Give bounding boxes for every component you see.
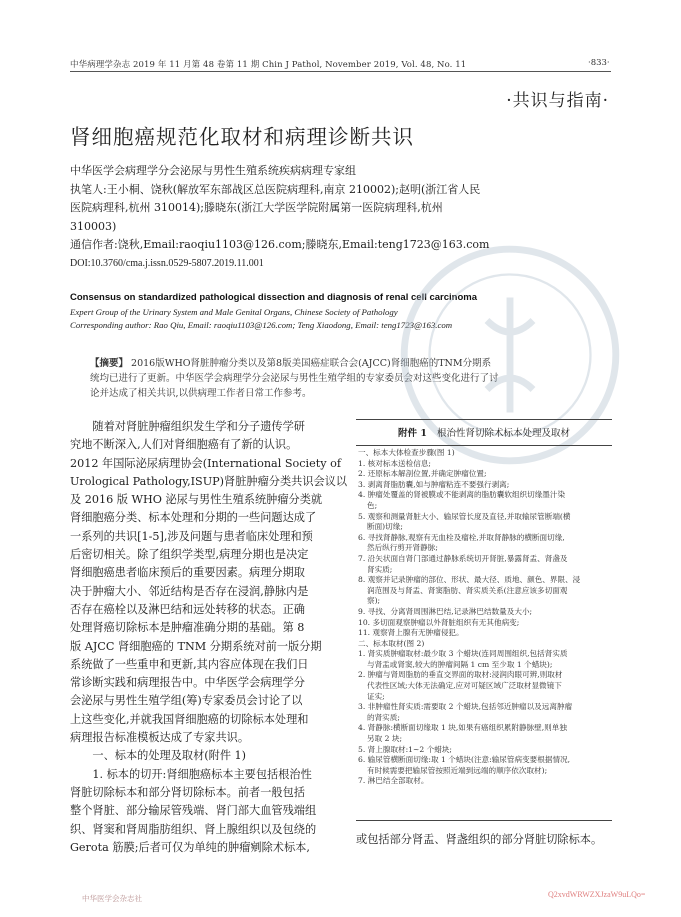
appendix-line: 7. 淋巴结全部取材。 xyxy=(358,776,429,786)
appendix-line: 6. 输尿管横断面切缘:取 1 个蜡块(注意:输尿管病变要根据情况, xyxy=(358,755,571,765)
appendix-line: 与肾盂或肾窦,较大的肿瘤间隔 1 cm 至少取 1 个蜡块); xyxy=(367,659,553,669)
subsection-heading: 一、标本的处理及取材(附件 1) xyxy=(92,749,247,763)
appendix-body xyxy=(356,448,612,787)
english-title: Consensus on standardized pathological dissection and diagnosis of renal cell carcinoma xyxy=(70,292,478,303)
page-number: ·833· xyxy=(588,58,610,68)
running-head: 中华病理学杂志 2019 年 11 月第 48 卷第 11 期 Chin J Pathol, November 2019, Vol. 48, No. 11 xyxy=(70,60,467,70)
appendix-line: 5. 肾上腺取材:1~2 个蜡块; xyxy=(358,744,452,754)
body-left-column xyxy=(70,418,348,857)
appendix-line: 察); xyxy=(367,596,381,606)
header-rule xyxy=(70,71,611,72)
author-block xyxy=(70,162,611,273)
abstract-line: 统均已进行了更新。中华医学会病理学分会泌尿与男性生殖学组的专家委员会对这些变化进行了讨 xyxy=(90,373,499,384)
paragraph-line: 整个肾脏、部分输尿管残端、肾门部大血管残端组 xyxy=(70,804,317,818)
publisher-logo: 中华医学会杂志社 xyxy=(82,894,142,903)
appendix-line: 8. 观察并记录肿瘤的部位、形状、最大径、质地、颜色、界限、浸 xyxy=(358,575,581,585)
appendix-line: 断面)切缘; xyxy=(367,522,403,532)
paragraph-line: 决于肿瘤大小、邻近结构是否存在浸润,静脉内是 xyxy=(70,584,309,598)
appendix-line: 证实; xyxy=(367,691,385,701)
english-group: Expert Group of the Urinary System and Male Genital Organs, Chinese Society of Pathology xyxy=(70,307,398,317)
appendix-line: 有时候需要把输尿管按照近端到远端的顺序依次取材); xyxy=(367,765,548,775)
english-corresponding: Corresponding author: Rao Qiu, Email: raoqiu1103@126.com; Teng Xiaodong, Email: teng1723@163.com xyxy=(70,320,453,330)
paragraph-line: 否存在癌栓以及淋巴结和远处转移的状态。正确 xyxy=(70,602,305,616)
paragraph-line: 织、肾窦和肾周脂肪组织、肾上腺组织以及包绕的 xyxy=(70,822,317,836)
appendix-line: 7. 沿矢状面自肾门部通过静脉系统切开肾脏,暴露肾盂、肾盏及 xyxy=(358,553,568,563)
abstract xyxy=(90,356,612,401)
abstract-label: 【摘要】 xyxy=(90,358,129,369)
appendix-line: 肾实质; xyxy=(367,564,393,574)
appendix-line: 的肾实质; xyxy=(367,712,400,722)
appendix-line: 10. 多切面观察肿瘤以外肾脏组织有无其他病变; xyxy=(358,617,520,627)
paragraph-line: Urological Pathology,ISUP)肾脏肿瘤分类共识会议以 xyxy=(70,474,348,488)
appendix-title-rule xyxy=(356,445,612,446)
paragraph-line: 常诊断实践和病理报告中。中华医学会病理学分 xyxy=(70,676,305,690)
article-title: 肾细胞癌规范化取材和病理诊断共识 xyxy=(70,125,414,149)
paragraph-line: 及 2016 版 WHO 泌尿与男性生殖系统肿瘤分类就 xyxy=(70,493,323,507)
appendix-line: 2. 还原标本解剖位置,并确定肿瘤位置; xyxy=(358,469,487,479)
appendix-line: 润范围及与肾盂、肾窦脂肪、肾实质关系(注意应该多切面观 xyxy=(367,585,568,595)
appendix-line: 二、标本取材(图 2) xyxy=(358,638,425,648)
appendix-line: 另取 2 块; xyxy=(367,734,402,744)
appendix-line: 色; xyxy=(367,500,378,510)
footer-code: Q2xvdWRWZXJzaW9uLQo= xyxy=(548,890,646,899)
appendix-line: 4. 肾静脉:横断面切缘取 1 块,如果有癌组织累附静脉壁,则单独 xyxy=(358,723,567,733)
appendix-line: 然后纵行剪开肾静脉; xyxy=(367,543,438,553)
appendix-line: 一、标本大体检查步骤(图 1) xyxy=(358,448,455,457)
appendix-line: 代表性区域;大体无法确定,应对可疑区域广泛取材显微镜下 xyxy=(367,681,562,691)
appendix-line: 3. 剥离肾脂肪囊,如与肿瘤粘连不要强行剥离; xyxy=(358,479,510,489)
paragraph-line: 后密切相关。除了组织学类型,病理分期也是决定 xyxy=(70,548,309,562)
appendix-line: 1. 核对标本送检信息; xyxy=(358,458,431,468)
appendix-line: 2. 肿瘤与肾周脂肪的垂直交界面的取材:浸润肉眼可辨,则取材 xyxy=(358,670,563,680)
doi: DOI:10.3760/cma.j.issn.0529-5807.2019.11.001 xyxy=(70,257,264,269)
abstract-line: 2016版WHO肾脏肿瘤分类以及第8版美国癌症联合会(AJCC)肾细胞癌的TNM分期系 xyxy=(131,358,492,369)
author-line: 310003) xyxy=(70,219,117,233)
appendix-line: 5. 观察和测量肾脏大小、输尿管长度及直径,并取输尿管断端(横 xyxy=(358,511,571,521)
paragraph-line: 究地不断深入,人们对肾细胞癌有了新的认识。 xyxy=(70,438,298,452)
appendix-title xyxy=(356,420,612,445)
paragraph-line: 病理报告标准模板达成了专家共识。 xyxy=(70,731,250,745)
section-label: ·共识与指南· xyxy=(506,91,609,111)
paragraph-line: 版 AJCC 肾细胞癌的 TNM 分期系统对前一版分期 xyxy=(70,639,322,653)
paragraph-line: 一系列的共识[1-5],涉及问题与患者临床处理和预 xyxy=(70,529,313,543)
paragraph-line: Gerota 筋膜;后者可仅为单纯的肿瘤剜除术标本, xyxy=(70,840,310,854)
appendix-box xyxy=(356,419,612,821)
paragraph-line: 肾细胞癌患者临床预后的重要因素。病理分期取 xyxy=(70,566,305,580)
author-line: 执笔人:王小桐、饶秋(解放军东部战区总医院病理科,南京 210002);赵明(浙江省人民 xyxy=(70,182,481,196)
paragraph-line: 系统做了一些重申和更新,其内容应体现在我们日 xyxy=(70,657,309,671)
appendix-label: 附件 1 xyxy=(398,428,427,439)
author-group: 中华医学会病理学分会泌尿与男性生殖系统疾病病理专家组 xyxy=(70,164,356,177)
appendix-line: 6. 寻找肾静脉,观察有无血栓及瘤栓,并取肾静脉的横断面切缘, xyxy=(358,532,565,542)
paragraph-line: 上这些变化,并就我国肾细胞癌的切除标本处理和 xyxy=(70,712,309,726)
paragraph-line: 处理肾癌切除标本是肿瘤准确分期的基础。第 8 xyxy=(70,621,305,635)
appendix-line: 9. 寻找、分离肾周围淋巴结,记录淋巴结数量及大小; xyxy=(358,606,533,616)
paragraph-line: 肾细胞癌分类、标本处理和分期的一些问题达成了 xyxy=(70,511,317,525)
paragraph-line: 肾脏切除标本和部分肾切除标本。前者一般包括 xyxy=(70,785,305,799)
corresponding-author: 通信作者:饶秋,Email:raoqiu1103@126.com;滕晓东,Email:teng1723@163.com xyxy=(70,238,490,251)
appendix-line: 3. 非肿瘤性肾实质:需要取 2 个蜡块,包括邻近肿瘤以及远离肿瘤 xyxy=(358,702,573,712)
appendix-line: 11. 观察肾上腺有无肿瘤侵犯。 xyxy=(358,628,464,638)
appendix-title-text: 根治性肾切除术标本处理及取材 xyxy=(436,428,570,439)
paragraph-line: 随着对肾脏肿瘤组织发生学和分子遗传学研 xyxy=(92,420,305,433)
appendix-line: 1. 肾实质肿瘤取材:最少取 3 个蜡块(连同周围组织,包括肾实质 xyxy=(358,649,568,659)
paragraph-line: 2012 年国际泌尿病理协会(International Society of xyxy=(70,456,341,470)
right-column-tail: 或包括部分肾盂、肾盏组织的部分肾脏切除标本。 xyxy=(356,833,603,846)
abstract-line: 论并达成了相关共识,以供病理工作者日常工作参考。 xyxy=(90,388,312,399)
author-line: 医院病理科,杭州 310014);滕晓东(浙江大学医学院附属第一医院病理科,杭州 xyxy=(70,201,443,214)
paragraph-line: 会泌尿与男性生殖学组(筹)专家委员会讨论了以 xyxy=(70,694,303,708)
appendix-line: 4. 肿瘤处覆盖的肾被膜或不能剥离的脂肪囊软组织切缘墨汁染 xyxy=(358,490,566,500)
paragraph-line: 1. 标本的切开:肾细胞癌标本主要包括根治性 xyxy=(92,767,312,781)
